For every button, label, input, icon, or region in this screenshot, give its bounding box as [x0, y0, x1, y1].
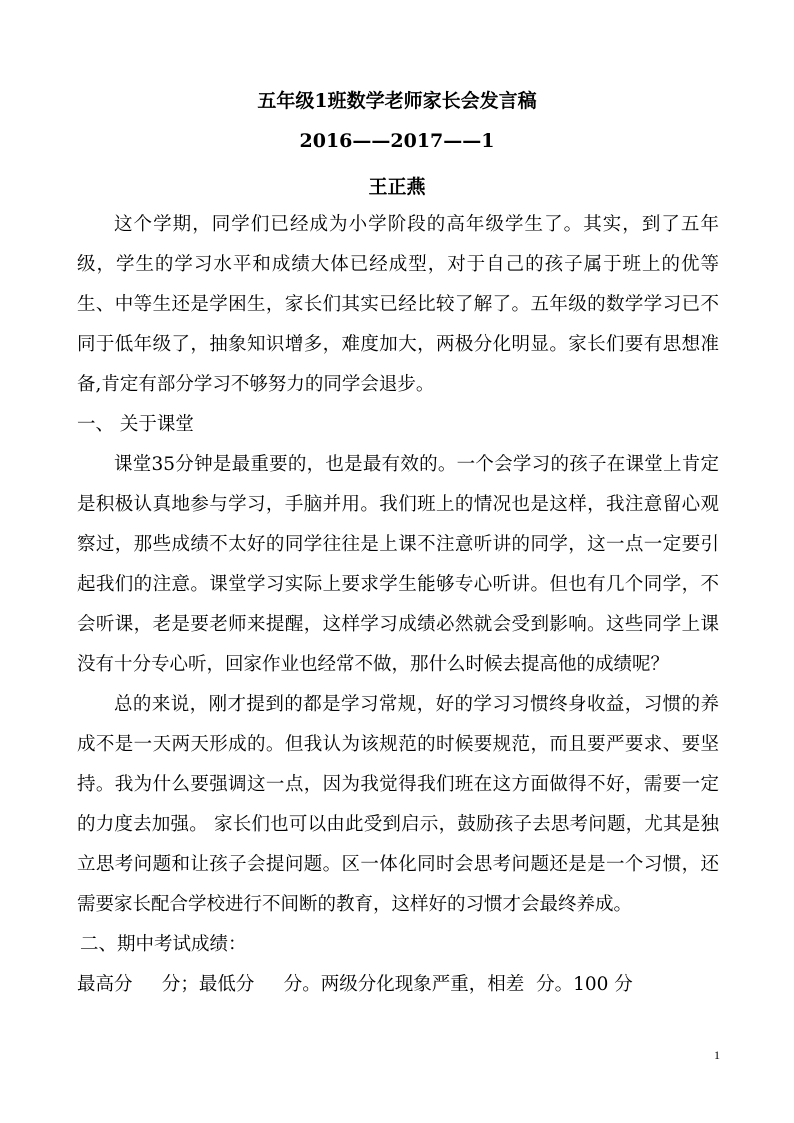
section-heading-midterm: 二、期中考试成绩： [80, 934, 247, 955]
paragraph-intro: 这个学期，同学们已经成为小学阶段的高年级学生了。其实，到了五年级，学生的学习水平和成绩大体已经成型，对于自己的孩子属于班上的优等生、中等生还是学困生，家长们其实已经比较了解了。五年级的数学学习已不同于低年级了，抽象知识增多，难度加大，两极分化明显。家长们要有思想准备,肯定有部分学习不够努力的同学会退步。 [77, 214, 719, 395]
document-subtitle: 2016——2017——1 [299, 130, 495, 152]
document-title: 五年级1班数学老师家长会发言稿 [257, 90, 537, 112]
document-author: 王正燕 [368, 176, 426, 198]
page-number: 1 [714, 1048, 720, 1062]
document-body [77, 205, 719, 1005]
paragraph-classroom: 课堂35分钟是最重要的，也是最有效的。一个会学习的孩子在课堂上肯定是积极认真地参与学习，手脑并用。我们班上的情况也是这样，我注意留心观察过，那些成绩不太好的同学往往是上课不注意听讲的同学，这一点一定要引起我们的注意。课堂学习实际上要求学生能够专心听讲。但也有几个同学，不会听课，老是要老师来提醒，这样学习成绩必然就会受到影响。这些同学上课没有十分专心听，回家作业也经常不做，那什么时候去提高他的成绩呢？ [77, 454, 719, 675]
paragraph-habits: 总的来说，刚才提到的都是学习常规，好的学习习惯终身收益，习惯的养成不是一天两天形成的。但我认为该规范的时候要规范，而且要严要求、要坚持。我为什么要强调这一点，因为我觉得我们班在这方面做得不好，需要一定的力度去加强。 家长们也可以由此受到启示，鼓励孩子去思考问题，尤其是独立思考问题和让孩子会提问题。区一体化同时会思考问题还是是一个习惯，还需要家长配合学校进行不间断的教育，这样好的习惯才会最终养成。 [77, 694, 719, 915]
score-line: 最高分 分；最低分 分。两级分化现象严重，相差 分。100 分 [77, 974, 633, 995]
section-heading-classroom: 一、 关于课堂 [77, 414, 194, 435]
